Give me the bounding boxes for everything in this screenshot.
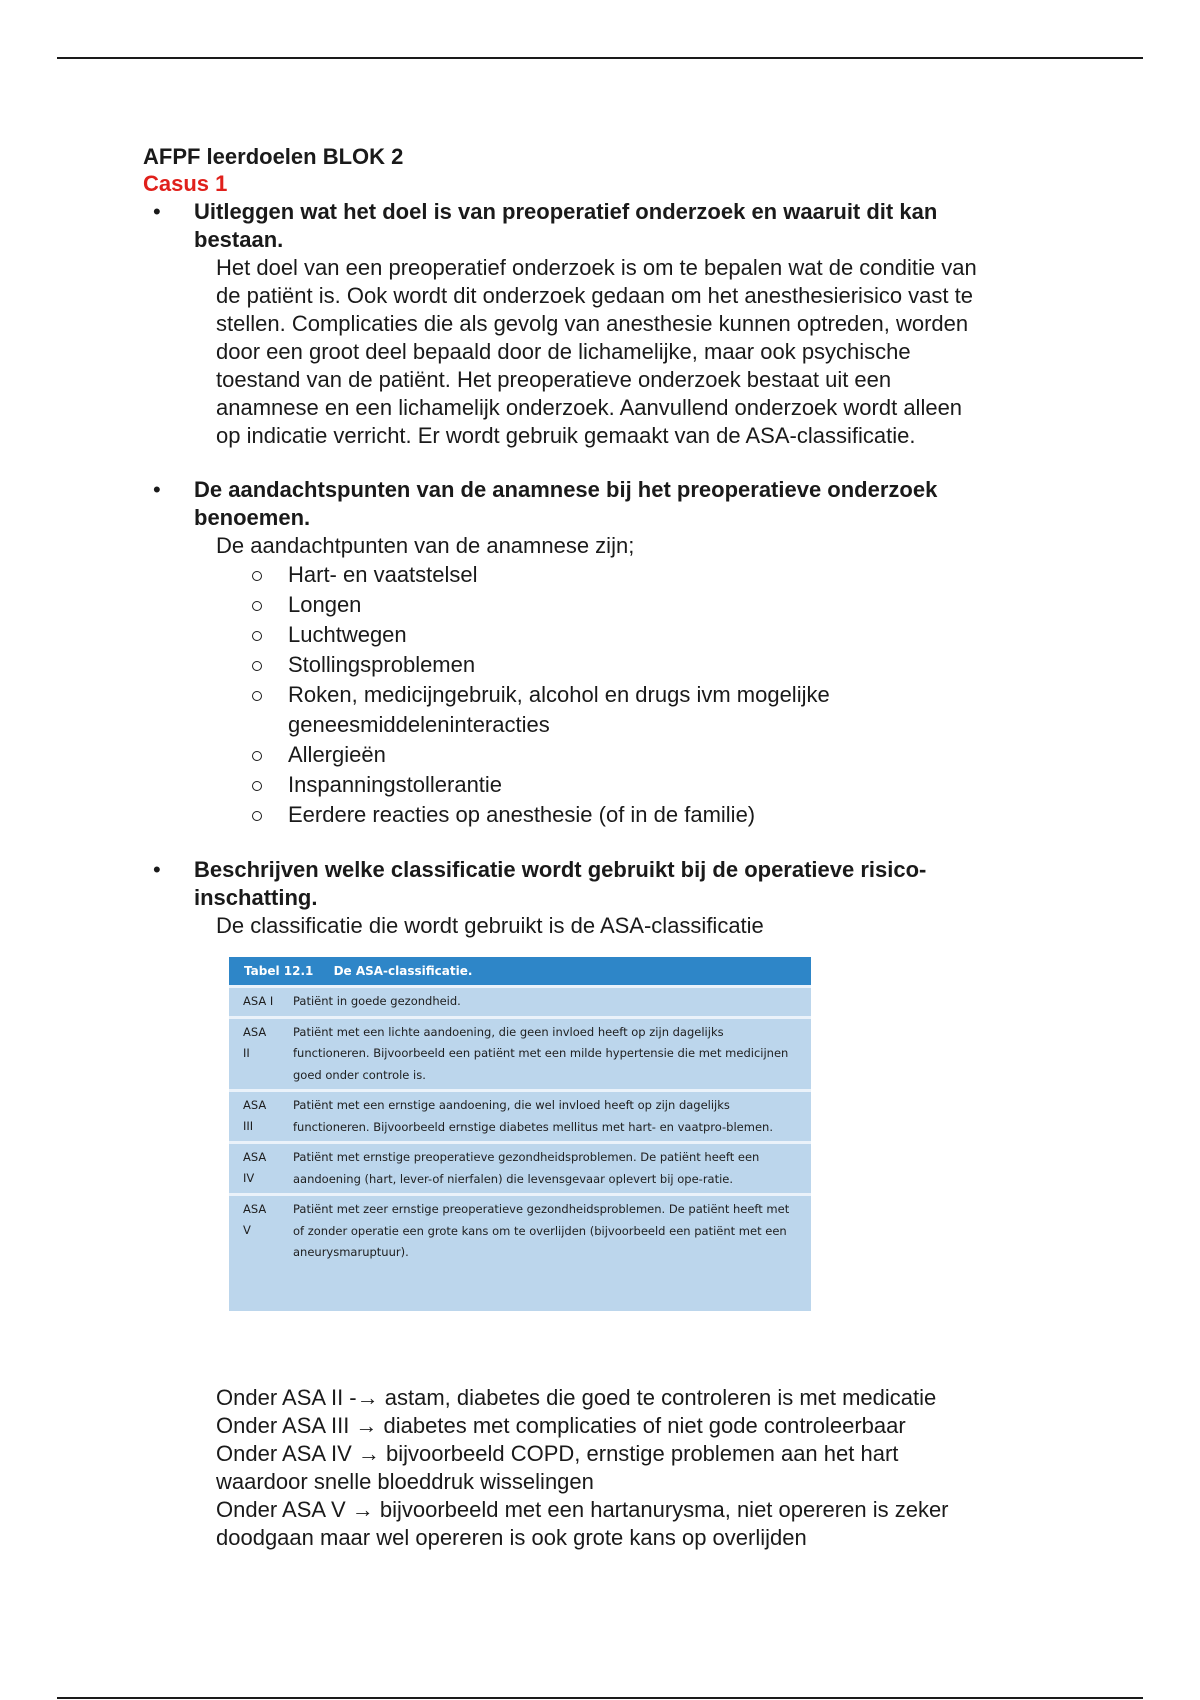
circle-bullet-icon: [252, 661, 262, 671]
list-item: Hart- en vaatstelsel: [252, 560, 1083, 590]
list-item: Inspanningstollerantie: [252, 770, 1083, 800]
section-classification: [143, 856, 1083, 940]
note-line: Onder ASA II -→ astam, diabetes die goed te controleren is met medicatie: [216, 1385, 937, 1410]
table-title: De ASA-classificatie.: [333, 964, 473, 978]
case-title: Casus 1: [143, 171, 228, 196]
section-anamnese: [143, 476, 1083, 830]
section-intro: De aandachtpunten van de anamnese zijn;: [216, 533, 635, 558]
circle-bullet-icon: [252, 751, 262, 761]
list-item: Allergieën: [252, 740, 1083, 770]
table-row: [229, 1089, 811, 1141]
asa-notes: [216, 1384, 1076, 1552]
circle-bullet-icon: [252, 691, 262, 701]
asa-code: ASA IV: [243, 1150, 267, 1185]
asa-code: ASA II: [243, 1024, 267, 1060]
circle-bullet-icon: [252, 601, 262, 611]
section-preoperative-goal: [143, 198, 1083, 450]
note-line: Onder ASA V → bijvoorbeeld met een hartanurysma, niet opereren is zeker: [216, 1497, 949, 1522]
asa-description: Patiënt met een lichte aandoening, die geen invloed heeft op zijn dagelijks functioneren. Bijvoorbeeld een patiënt met een milde hypertensie die met medicijnen goed onder controle is.: [293, 1024, 789, 1082]
bullet-icon: •: [153, 477, 161, 502]
asa-classification-table: [229, 957, 811, 1311]
note-line: Onder ASA III → diabetes met complicaties of niet gode controleerbaar: [216, 1413, 906, 1438]
circle-bullet-icon: [252, 781, 262, 791]
asa-code: ASA III: [243, 1098, 267, 1133]
document-body: [143, 143, 1083, 940]
document-title: AFPF leerdoelen BLOK 2: [143, 144, 404, 169]
list-item: Longen: [252, 590, 1083, 620]
circle-bullet-icon: [252, 811, 262, 821]
note-line: doodgaan maar wel opereren is ook grote kans op overlijden: [216, 1525, 807, 1550]
bullet-icon: •: [153, 857, 161, 882]
asa-description: Patiënt in goede gezondheid.: [293, 994, 461, 1008]
anamnese-list: [194, 560, 1083, 830]
bullet-icon: •: [153, 199, 161, 224]
section-heading: Beschrijven welke classificatie wordt gebruikt bij de operatieve risico- inschatting.: [194, 857, 927, 910]
asa-code: ASA V: [243, 1202, 267, 1237]
asa-description: Patiënt met ernstige preoperatieve gezondheidsproblemen. De patiënt heeft een aandoening (hart, lever-of nierfalen) die levensgevaar oplevert bij ope-ratie.: [293, 1150, 760, 1186]
table-row: [229, 1193, 811, 1267]
list-item: Stollingsproblemen: [252, 650, 1083, 680]
section-intro: De classificatie die wordt gebruikt is de ASA-classificatie: [216, 913, 764, 938]
bottom-rule: [57, 1697, 1143, 1699]
list-item: Roken, medicijngebruik, alcohol en drugs ivm mogelijke geneesmiddeleninteracties: [252, 680, 1083, 740]
table-header: [229, 957, 811, 985]
table-row: [229, 985, 811, 1016]
note-line: Onder ASA IV → bijvoorbeeld COPD, ernstige problemen aan het hart: [216, 1441, 899, 1466]
section-paragraph: Het doel van een preoperatief onderzoek is om te bepalen wat de conditie van de patiënt is. Ook wordt dit onderzoek gedaan om het anesthesierisico vast te stellen. Complicaties die als gevolg van anesthesie kunnen optreden, worden door een groot deel bepaald door de lichamelijke, maar ook psychische toestand van de patiënt. Het preoperatieve onderzoek bestaat uit een anamnese en een lichamelijk onderzoek. Aanvullend onderzoek wordt alleen op indicatie verricht. Er wordt gebruik gemaakt van de ASA-classificatie.: [216, 255, 977, 448]
circle-bullet-icon: [252, 571, 262, 581]
section-heading: Uitleggen wat het doel is van preoperatief onderzoek en waaruit dit kan bestaan.: [194, 199, 938, 252]
asa-code: ASA I: [243, 994, 274, 1008]
top-rule: [57, 57, 1143, 59]
asa-description: Patiënt met zeer ernstige preoperatieve gezondheidsproblemen. De patiënt heeft met of zonder operatie een grote kans om te overlijden (bijvoorbeeld een patiënt met een aneurysmaruptuur).: [293, 1202, 790, 1259]
table-label: Tabel 12.1: [244, 964, 314, 978]
circle-bullet-icon: [252, 631, 262, 641]
asa-description: Patiënt met een ernstige aandoening, die wel invloed heeft op zijn dagelijks functioneren. Bijvoorbeeld ernstige diabetes mellitus met hart- en vaatpro-blemen.: [293, 1098, 773, 1134]
list-item: Eerdere reacties op anesthesie (of in de familie): [252, 800, 1083, 830]
list-item: Luchtwegen: [252, 620, 1083, 650]
table-row: [229, 1141, 811, 1193]
section-heading: De aandachtspunten van de anamnese bij het preoperatieve onderzoek benoemen.: [194, 477, 938, 530]
note-line: waardoor snelle bloeddruk wisselingen: [216, 1469, 594, 1494]
table-row: [229, 1016, 811, 1090]
